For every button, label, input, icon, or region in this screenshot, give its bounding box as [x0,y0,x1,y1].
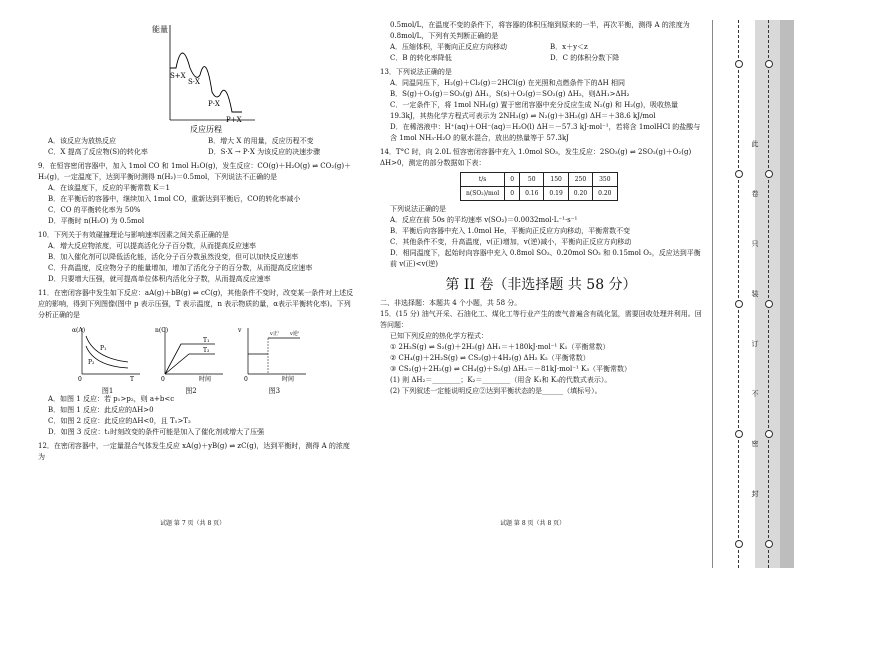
binding-label: 此 [751,140,759,147]
seal-line-inner [768,20,769,568]
q14-opt-a: A．反应在前 50s 的平均速率 v(SO₂)＝0.0032mol·L⁻¹·s⁻¹ [390,216,578,224]
q8-opt-d: D．S·X → P·X 为该反应的决速步骤 [208,148,321,156]
figure-3 [238,324,310,395]
q9-opt-c: C．CO 的平衡转化率为 50% [48,206,141,214]
q8-opt-b: B．增大 X 的用量，反应历程不变 [208,137,314,145]
binding-label: 订 [751,340,759,347]
q12-continued: 0.5mol/L，在温度不变的条件下，将容器的体积压缩到原来的一半，再次平衡，测得 A 的浓度为 0.8mol/L，下列有关判断正确的是 [390,21,690,40]
binding-hole [765,60,773,68]
fig1-ylabel: α(A) [71,327,85,334]
q12-opt-b: B．x＋y＜z [550,43,588,51]
fig2-caption: 图2 [185,387,197,395]
q14-stem: 14．T°C 时，向 2.0L 恒容密闭容器中充入 1.0mol SO₃，发生反应：2SO₃(g) ⇌ 2SO₂(g)＋O₂(g) ΔH>0，测定的部分数据如下表： [380,148,692,167]
q15-part-2: (2) 下列叙述一定能说明反应②达到平衡状态的是______（填标号）。 [390,387,602,395]
binding-hole [735,430,743,438]
q9-opt-b: B．在平衡后的容器中，继续加入 1mol CO，重新达到平衡后，CO的转化率减小 [48,195,301,203]
binding-hole [765,540,773,548]
fig2-ylabel: n(C) [154,327,169,334]
fig2-xlabel: 时间 [198,376,211,382]
q8-opt-a: A．该反应为放热反应 [48,137,117,145]
fig3-vp: v正' [270,331,280,337]
q15-eq-2: ② CH₄(g)＋2H₂S(g) ⇌ CS₂(g)＋4H₂(g) ΔH₂ K₂（平衡常数） [390,354,590,362]
q10-stem: 10．下列关于有效碰撞理论与影响速率因素之间关系正确的是 [38,231,229,239]
figure-1 [71,324,144,395]
q13-opt-c: C．一定条件下，将 1mol NH₃(g) 置于密闭容器中充分反应生成 N₂(g) 和 H₂(g)，吸收热量 19.3kJ，其热化学方程式可表示为 2NH₃(g) ⇌ N₂(g)＋3H₂(g) ΔH＝＋38.6 kJ/mol [390,101,678,120]
q12-stem: 12．在密闭容器中，一定量混合气体发生反应 xA(g)＋yB(g) ⇌ zC(g)，达到平衡时，测得 A 的浓度为 [38,442,350,461]
q14-opt-d: D．相同温度下，起始时向容器中充入 0.8mol SO₃、0.20mol SO₂ 和 0.15mol O₂，反应达到平衡前 v(正)<v(逆) [390,249,701,268]
q12-opt-d: D．C 的体积分数下降 [550,54,620,62]
q10-opt-d: D．只要增大压强，就可提高单位体积内活化分子数，从而提高反应速率 [48,275,271,283]
fig3-ylabel: v [238,327,242,334]
section-two-intro: 二、非选择题：本题共 4 个小题，共 58 分。 [380,299,522,307]
table-header: 0 [505,173,520,187]
q11-stem: 11．在密闭容器中发生如下反应：aA(g)＋bB(g) ⇌ cC(g)，其他条件不变时，改变某一条件对上述反应的影响，得到下列图像(图中 p 表示压强，T 表示温度，n 表示物质的量，α表示平衡转化率)。下列分析正确的是 [38,289,354,319]
svg-text:0: 0 [77,376,82,382]
label-px: P·X [208,100,220,108]
q8-opt-c: C．X 提高了反应物(S)的转化率 [48,148,148,156]
table-cell: 0 [505,187,520,201]
svg-text:0: 0 [160,376,165,382]
energy-xlabel: 反应历程 [190,125,222,134]
binding-hole [735,60,743,68]
right-column [380,20,702,397]
left-column [38,20,356,463]
label-sx: S·X [188,78,201,86]
svg-text:0: 0 [244,376,249,382]
q13-opt-d: D．在稀溶液中：H⁺(aq)＋OH⁻(aq)＝H₂O(l) ΔH＝－57.3 kJ·mol⁻¹，若将含 1molHCl 的盐酸与含 1mol NH₃·H₂O 的氨水混合，放出的热量等于 57.3kJ [390,123,701,142]
binding-label: 卷 [751,190,759,197]
q14-question: 下列说法正确的是 [390,205,446,213]
fig1-xlabel: T [129,376,134,382]
binding-hole [735,170,743,178]
fig1-caption: 图1 [101,387,114,395]
fig2-t2: T₂ [202,347,210,354]
footer-right: 试题 第 8 页（共 8 页） [500,520,566,527]
q11-figures [66,324,316,395]
binding-hole [765,300,773,308]
binding-label: 不 [751,390,759,397]
figure-2 [154,324,227,395]
table-header: 50 [520,173,544,187]
energy-ylabel: 能量 [152,25,168,34]
table-cell: 0.20 [568,187,592,201]
fig1-p2: P₂ [87,359,95,366]
binding-hole [765,430,773,438]
q13-opt-a: A．同温同压下，H₂(g)＋Cl₂(g)＝2HCl(g) 在光照和点燃条件下的ΔH 相同 [390,79,625,87]
fig2-t1: T₁ [202,337,210,344]
q12-opt-a: A．压缩体积，平衡向正反应方向移动 [390,43,508,51]
q11-opt-b: B．如图 1 反应：此反应的ΔH>0 [48,406,154,414]
fig3-xlabel: 时间 [282,376,295,382]
q10-opt-a: A．增大反应物浓度，可以提高活化分子百分数，从而提高反应速率 [48,242,257,250]
fig3-vn: v逆' [290,331,300,337]
q13-stem: 13．下列说法正确的是 [380,68,452,76]
q12-opt-c: C．B 的转化率降低 [390,54,452,62]
seal-line-outer [738,20,739,568]
energy-diagram [150,20,260,140]
table-cell: 0.20 [593,187,617,201]
table-header: 250 [568,173,592,187]
table-cell: n(SO₂)/mol [461,187,505,201]
binding-label: 装 [751,290,759,297]
q10-opt-b: B．加入催化剂可以降低活化能，活化分子百分数虽然没变，但可以加快反应速率 [48,253,299,261]
q15-eq-3: ③ CS₂(g)＋2H₂(g) ⇌ CH₄(g)＋S₂(g) ΔH₃＝－81kJ·mol⁻¹ K₃（平衡常数） [390,365,632,373]
binding-label: 密 [751,440,759,447]
binding-label: 封 [751,490,759,497]
binding-hole [765,170,773,178]
q15-part-1: (1) 则 ΔH₂＝________；K₂＝________（用含 K₁和 K₃的代数式表示）。 [390,376,612,384]
fig1-p1: P₁ [99,345,107,352]
q15-eq-1: ① 2H₂S(g) ⇌ S₂(g)＋2H₂(g) ΔH₁＝＋180kJ·mol⁻¹ K₁（平衡常数） [390,343,610,351]
q14-table [460,172,618,201]
q15-given: 已知下列反应的热化学方程式： [390,332,488,340]
binding-hole [735,300,743,308]
q11-opt-a: A．如图 1 反应：若 p₁>p₂，则 a+b<c [48,395,175,403]
q11-opt-c: C．如图 2 反应：此反应的ΔH<0，且 T₁>T₂ [48,417,191,425]
part-two-heading: 第 II 卷（非选择题 共 58 分） [445,277,637,293]
binding-margin [712,20,783,568]
q15-stem: 15．(15 分) 油气开采、石油化工、煤化工等行业产生的废气普遍含有硫化氢，需要回收处理并利用。回答问题： [380,310,702,329]
fig3-caption: 图3 [268,387,281,395]
binding-bar [780,20,794,568]
binding-hole [735,540,743,548]
q11-opt-d: D．如图 3 反应：t₁时刻改变的条件可能是加入了催化剂或增大了压强 [48,428,265,436]
binding-label: 只 [751,240,759,247]
q14-opt-c: C．其他条件不变，升高温度，v(正)增加，v(逆)减小，平衡向正反应方向移动 [390,238,632,246]
table-header: 350 [593,173,617,187]
q9-opt-a: A．在该温度下，反应的平衡常数 K＝1 [48,184,170,192]
q9-stem: 9．在恒容密闭容器中，加入 1mol CO 和 1mol H₂O(g)，发生反应：CO(g)＋H₂O(g) ⇌ CO₂(g)＋H₂(g)，一定温度下，达到平衡时测得 n(H₂)＝0.5mol，下列说法不正确的是 [38,162,352,181]
q14-opt-b: B．平衡后向容器中充入 1.0mol He，平衡向正反应方向移动，平衡常数不变 [390,227,631,235]
table-cell: 0.19 [544,187,568,201]
q9-opt-d: D．平衡时 n(H₂O) 为 0.5mol [48,217,145,225]
footer-left: 试题 第 7 页（共 8 页） [160,520,226,527]
q10-opt-c: C．升高温度，反应物分子的能量增加，增加了活化分子的百分数，从而提高反应速率 [48,264,313,272]
label-s-x: S+X [170,72,186,80]
table-header: t/s [461,173,505,187]
label-p-x: P+X [226,116,242,124]
table-cell: 0.16 [520,187,544,201]
q13-opt-b: B．S(g)＋O₂(g)＝SO₂(g) ΔH₁，S(s)＋O₂(g)＝SO₂(g) ΔH₂，则ΔH₁>ΔH₂ [390,90,630,98]
table-header: 150 [544,173,568,187]
